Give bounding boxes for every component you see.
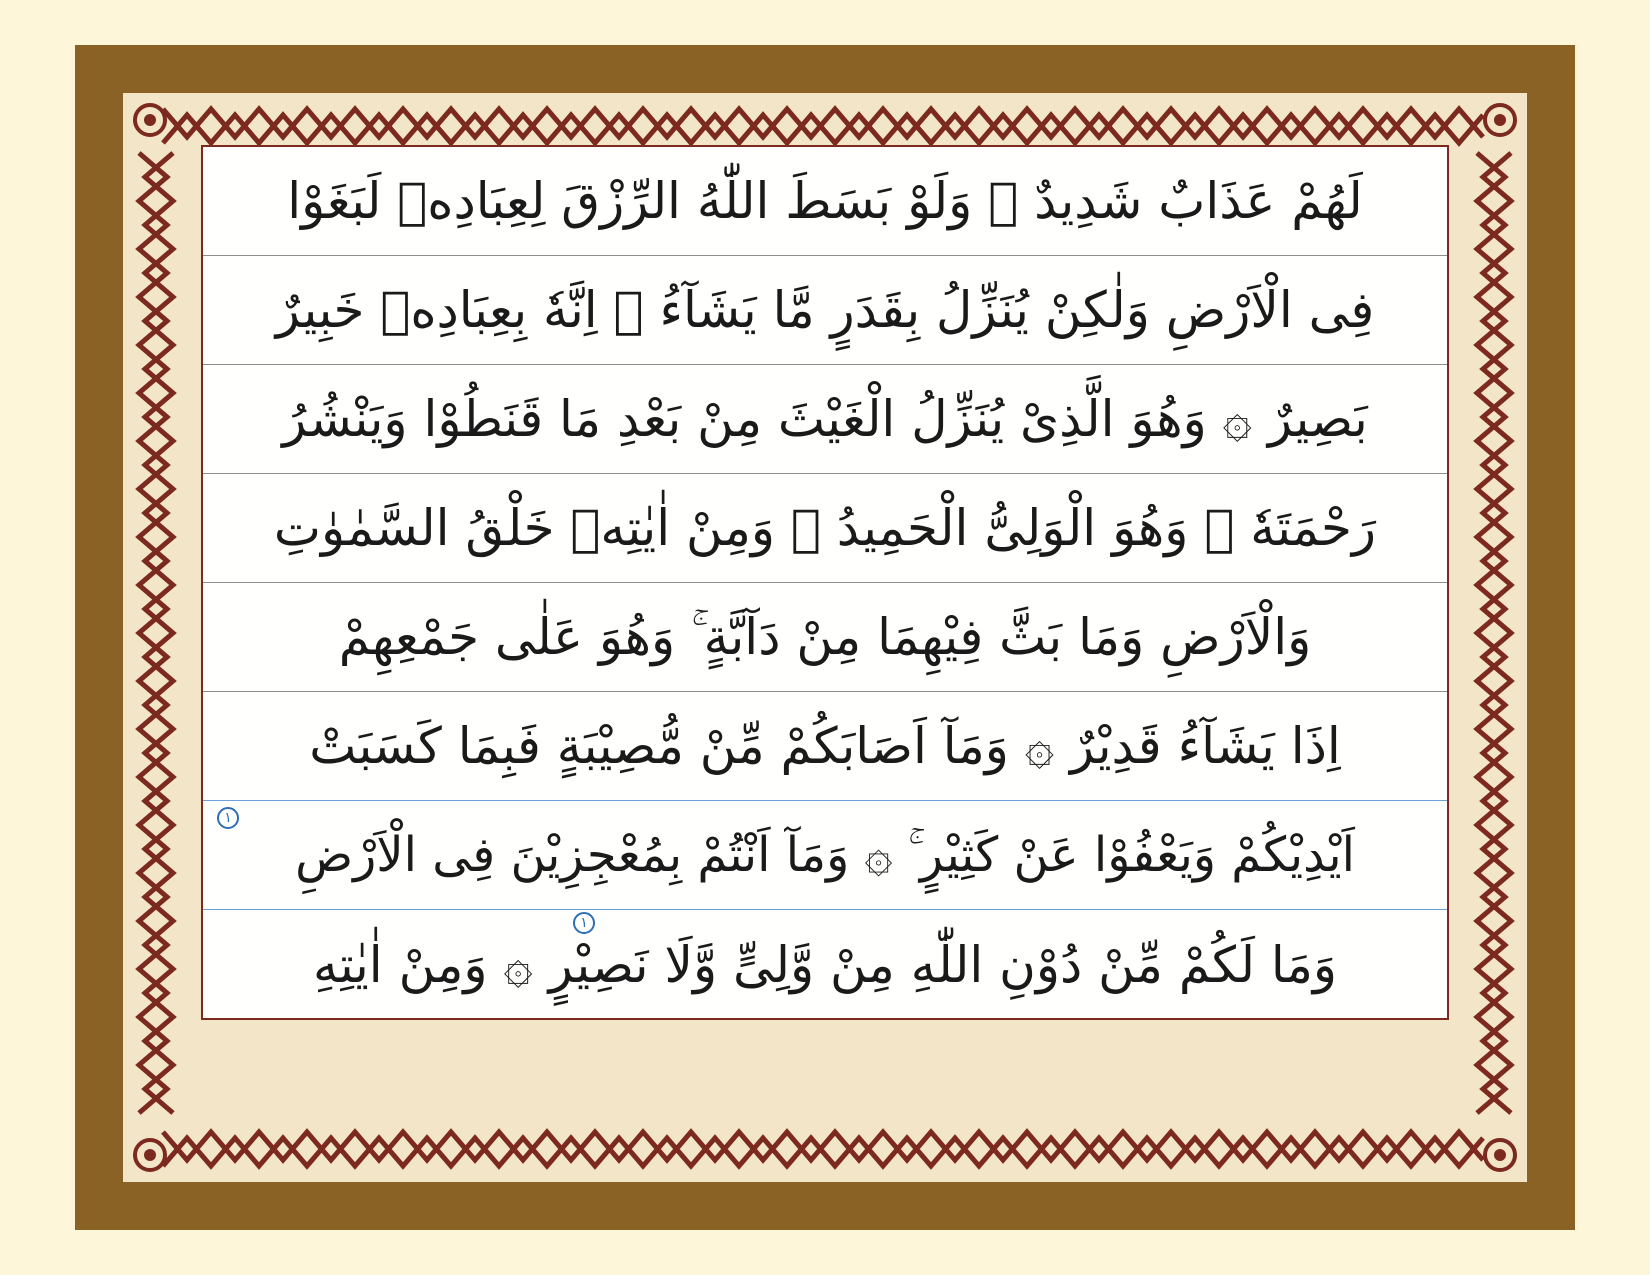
ayah-line	[203, 365, 1447, 474]
ayah-line-text: وَالْاَرْضِ وَمَا بَثَّ فِيْهِمَا مِنْ دَآبَّةٍ ۚ وَهُوَ عَلٰى جَمْعِهِمْ	[338, 608, 1312, 666]
ayah-line	[203, 583, 1447, 692]
footnote-marker[interactable]: ١	[573, 912, 595, 934]
ayah-line	[203, 692, 1447, 801]
corner-medallion-bottom-left	[133, 1138, 167, 1172]
ayah-line-text: اَيْدِيْكُمْ وَيَعْفُوْا عَنْ كَثِيْرٍ ۚ ۞ وَمَآ اَنْتُمْ بِمُعْجِزِيْنَ فِى الْاَرْضِ	[295, 827, 1355, 883]
ayah-line-text: بَصِيرٌ ۞ وَهُوَ الَّذِىْ يُنَزِّلُ الْغَيْثَ مِنْ بَعْدِ مَا قَنَطُوْا وَيَنْشُرُ	[282, 390, 1368, 448]
ayah-line	[203, 256, 1447, 365]
corner-medallion-bottom-right	[1483, 1138, 1517, 1172]
footnote-marker[interactable]: ١	[217, 807, 239, 829]
ayah-line	[203, 801, 1447, 910]
ayah-line	[203, 474, 1447, 583]
corner-medallion-top-left	[133, 103, 167, 137]
corner-medallion-top-right	[1483, 103, 1517, 137]
ayah-line-text: فِى الْاَرْضِ وَلٰكِنْ يُنَزِّلُ بِقَدَرٍ مَّا يَشَآءُ ۖ اِنَّهٗ بِعِبَادِهٖ خَبِيرٌ	[275, 281, 1375, 339]
ayah-line	[203, 910, 1447, 1019]
page-outer-border	[75, 45, 1575, 1230]
ayah-line-text: رَحْمَتَهٗ ۚ وَهُوَ الْوَلِىُّ الْحَمِيدُ ۞ وَمِنْ اٰيٰتِهٖ خَلْقُ السَّمٰوٰتِ	[273, 499, 1377, 557]
ayah-line-text: اِذَا يَشَآءُ قَدِيْرٌ ۞ وَمَآ اَصَابَكُمْ مِّنْ مُّصِيْبَةٍ فَبِمَا كَسَبَتْ	[309, 717, 1341, 775]
quran-text-panel	[201, 145, 1449, 1020]
ayah-line-text: لَهُمْ عَذَابٌ شَدِيدٌ ۞ وَلَوْ بَسَطَ اللّٰهُ الرِّزْقَ لِعِبَادِهٖ لَبَغَوْا	[287, 172, 1363, 230]
ayah-line	[203, 147, 1447, 256]
ayah-line-text: وَمَا لَكُمْ مِّنْ دُوْنِ اللّٰهِ مِنْ وَّلِىٍّ وَّلَا نَصِيْرٍ ۞ وَمِنْ اٰيٰتِهِ	[312, 935, 1338, 994]
